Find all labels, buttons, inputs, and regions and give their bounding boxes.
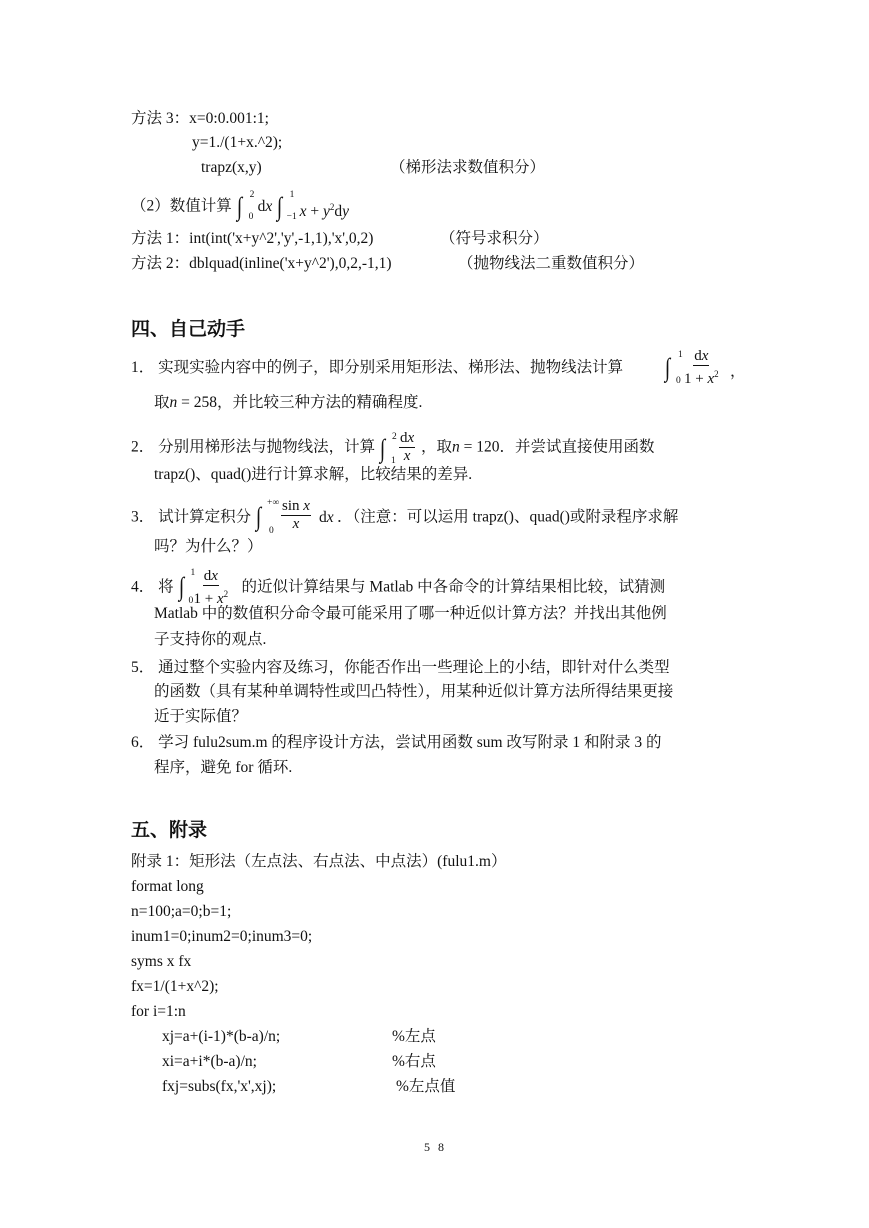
item3-text: 试计算定积分 [158, 508, 252, 526]
item4-integral: ∫ 1 0 $\frac{dx}{1 + x^2}$ [178, 568, 229, 607]
question2-prefix: （2）数值计算 [131, 197, 232, 215]
item2-number: 2． [131, 438, 155, 456]
item2-take: ，取 [421, 438, 453, 456]
item3-rest: ．（注意：可以运用 trapz()、quad()或附录程序求解 [337, 508, 679, 526]
code-line: fx=1/(1+x^2); [131, 978, 219, 995]
method3-line1 [131, 109, 269, 129]
item3-line1 [131, 498, 678, 538]
item4-line3: 子支持你的观点. [154, 631, 267, 648]
item2-line2: trapz()、quad()进行计算求解，比较结果的差异. [154, 466, 473, 483]
method2-line [131, 254, 392, 274]
method1-line [131, 229, 373, 249]
method3-code3: trapz(x,y) [201, 159, 262, 176]
method2-note: （抛物线法二重数值积分） [458, 255, 645, 272]
page-number: 58 [424, 1140, 452, 1154]
item4-number: 4． [131, 578, 155, 596]
method2-code: dblquad(inline('x+y^2'),0,2,-1,1) [189, 255, 392, 272]
item3-line2: 吗？为什么？） [154, 538, 263, 555]
question2-line [131, 192, 356, 222]
item1-number: 1． [131, 359, 155, 376]
section4-heading: 四、自己动手 [131, 318, 246, 340]
item1-text: 实现实验内容中的例子，即分别采用矩形法、梯形法、抛物线法计算 [158, 359, 624, 376]
item4-line1 [131, 568, 665, 608]
code-line: format long [131, 878, 204, 895]
item5-line3: 近于实际值？ [154, 708, 248, 725]
item1-rest: ，并比较三种方法的精确程度. [217, 394, 423, 411]
item6-line1 [131, 733, 661, 753]
item1-line1 [131, 358, 623, 378]
item1-take: 取 [154, 394, 170, 411]
item3-integral: ∫ +∞ 0 $\frac{\text{sin x}}{x}$ dx [255, 498, 334, 536]
method3-label: 方法 3： [131, 110, 190, 127]
item4-line2: Matlab 中的数值积分命令最可能采用了哪一种近似计算方法？并找出其他例 [154, 605, 667, 622]
item5-text: 通过整个实验内容及练习，你能否作出一些理论上的小结，即针对什么类型 [158, 659, 670, 676]
code-line: n=100;a=0;b=1; [131, 903, 232, 920]
code-line-indented: xj=a+(i-1)*(b-a)/n; [162, 1028, 281, 1045]
item6-text: 学习 fulu2sum.m 的程序设计方法，尝试用函数 sum 改写附录 1 和附录 3 的 [158, 734, 662, 751]
method3-note: （梯形法求数值积分） [390, 159, 546, 176]
code-line: inum1=0;inum2=0;inum3=0; [131, 928, 313, 945]
code-line-indented: fxj=subs(fx,'x',xj); [162, 1078, 277, 1095]
item3-number: 3． [131, 508, 155, 526]
item2-integral: ∫ 2 1 $\frac{dx}{x}$ [379, 430, 415, 466]
method1-note: （符号求积分） [440, 230, 549, 247]
item2-text: 分别用梯形法与抛物线法，计算 [158, 438, 376, 456]
item2-rest: ．并尝试直接使用函数 [499, 438, 655, 456]
method3-code1: x=0:0.001:1; [189, 110, 269, 127]
code-comment: %右点 [392, 1053, 436, 1070]
item5-number: 5． [131, 659, 155, 676]
code-line: for i=1:n [131, 1003, 186, 1020]
item4-prefix: 将 [158, 578, 174, 596]
item6-line2: 程序，避免 for 循环. [154, 759, 293, 776]
code-comment: %左点值 [396, 1078, 456, 1095]
appendix1-title: 附录 1：矩形法（左点法、右点法、中点法）(fulu1.m） [131, 853, 507, 870]
code-comment: %左点 [392, 1028, 436, 1045]
method1-code: int(int('x+y^2','y',-1,1),'x',0,2) [189, 230, 374, 247]
item4-text: 的近似计算结果与 Matlab 中各命令的计算结果相比较，试猜测 [241, 578, 666, 596]
item6-number: 6． [131, 734, 155, 751]
code-line-indented: xi=a+i*(b-a)/n; [162, 1053, 257, 1070]
section5-heading: 五、附录 [131, 819, 208, 841]
item1-line2: 取n = 258，并比较三种方法的精确程度. [154, 394, 423, 411]
code-line: syms x fx [131, 953, 192, 970]
method1-label: 方法 1： [131, 230, 190, 247]
double-integral-formula: ∫ 2 0 dx ∫ 1 −1 $x + y^2dy$ [236, 190, 350, 222]
item5-line1 [131, 658, 670, 678]
item2-line1: 2． 分别用梯形法与抛物线法，计算 ∫ 2 1 $\frac{dx}{x}$ ，取n = 120．并尝试直接使用函数 [131, 430, 655, 466]
item5-line2: 的函数（具有某种单调特性或凹凸特性），用某种近似计算方法所得结果更接 [154, 683, 674, 700]
method2-label: 方法 2： [131, 255, 190, 272]
item1-integral: ∫ 1 0 $\frac{dx}{1 + x^2}$ ， [664, 348, 746, 387]
method3-code2: y=1./(1+x.^2); [192, 134, 283, 151]
